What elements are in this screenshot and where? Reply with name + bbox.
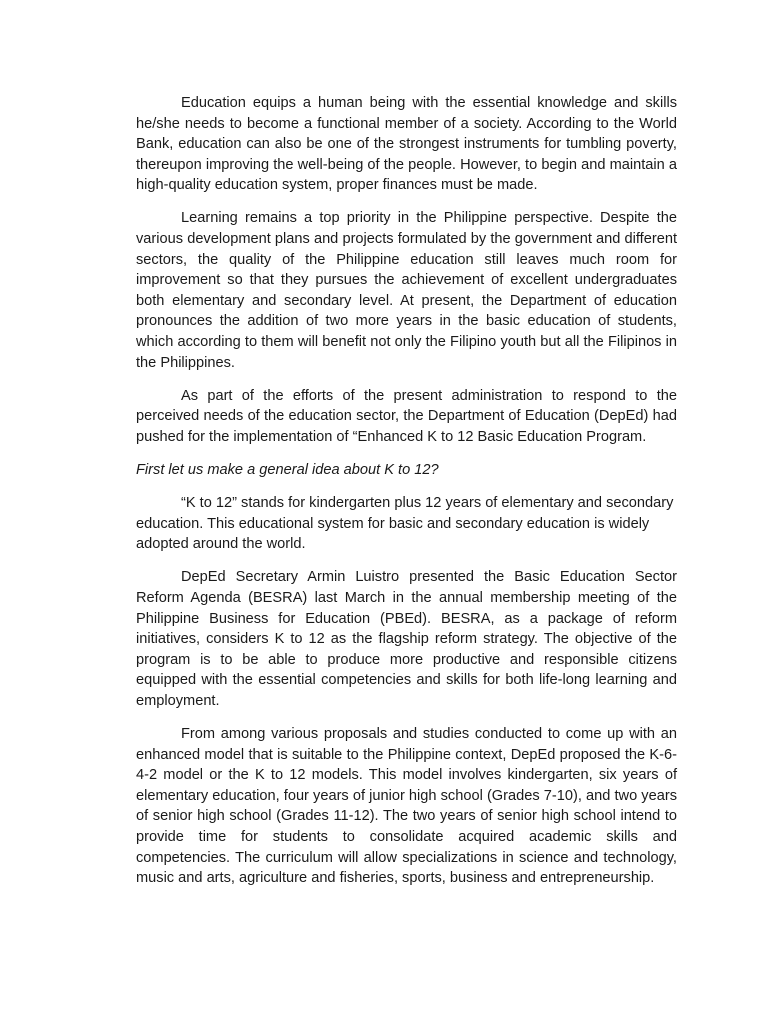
paragraph-besra: DepEd Secretary Armin Luistro presented the Basic Education Sector Reform Agenda (BESRA) last March in the annual membership meeting of the Philippine Business for Education (PBEd). BESRA, as a package of reform initiatives, considers K to 12 as the flagship reform strategy. The objective of the program is to be able to produce more productive and responsible citizens equipped with the essential competencies and skills for both life-long learning and employment.: [136, 569, 677, 709]
section-heading: First let us make a general idea about K to 12?: [136, 462, 439, 478]
paragraph-learning-priority: Learning remains a top priority in the Philippine perspective. Despite the various development plans and projects formulated by the government and different sectors, the quality of the Philippine education still leaves much room for improvement so that they pursues the achievement of excellent undergraduates both elementary and secondary level. At present, the Department of education pronounces the addition of two more years in the basic education of students, which according to them will benefit not only the Filipino youth but all the Filipinos in the Philippines.: [136, 210, 677, 371]
document-page: [136, 93, 677, 901]
paragraph-k-to-12-definition: “K to 12” stands for kindergarten plus 12 years of elementary and secondary education. This educational system for basic and secondary education is widely adopted around the world.: [136, 495, 674, 553]
paragraph-k642-model: From among various proposals and studies conducted to come up with an enhanced model that is suitable to the Philippine context, DepEd proposed the K-6-4-2 model or the K to 12 models. This model involves kindergarten, six years of elementary education, four years of junior high school (Grades 7-10), and two years of senior high school (Grades 11-12). The two years of senior high school intend to provide time for students to consolidate acquired academic skills and competencies. The curriculum will allow specializations in science and technology, music and arts, agriculture and fisheries, sports, business and entrepreneurship.: [136, 726, 677, 887]
paragraph-education-intro: Education equips a human being with the essential knowledge and skills he/she needs to become a functional member of a society. According to the World Bank, education can also be one of the strongest instruments for tumbling poverty, thereupon improving the well-being of the people. However, to begin and maintain a high-quality education system, proper finances must be made.: [136, 95, 677, 194]
paragraph-deped-efforts: As part of the efforts of the present administration to respond to the perceived needs of the education sector, the Department of Education (DepEd) had pushed for the implementation of “Enhanced K to 12 Basic Education Program.: [136, 387, 677, 445]
